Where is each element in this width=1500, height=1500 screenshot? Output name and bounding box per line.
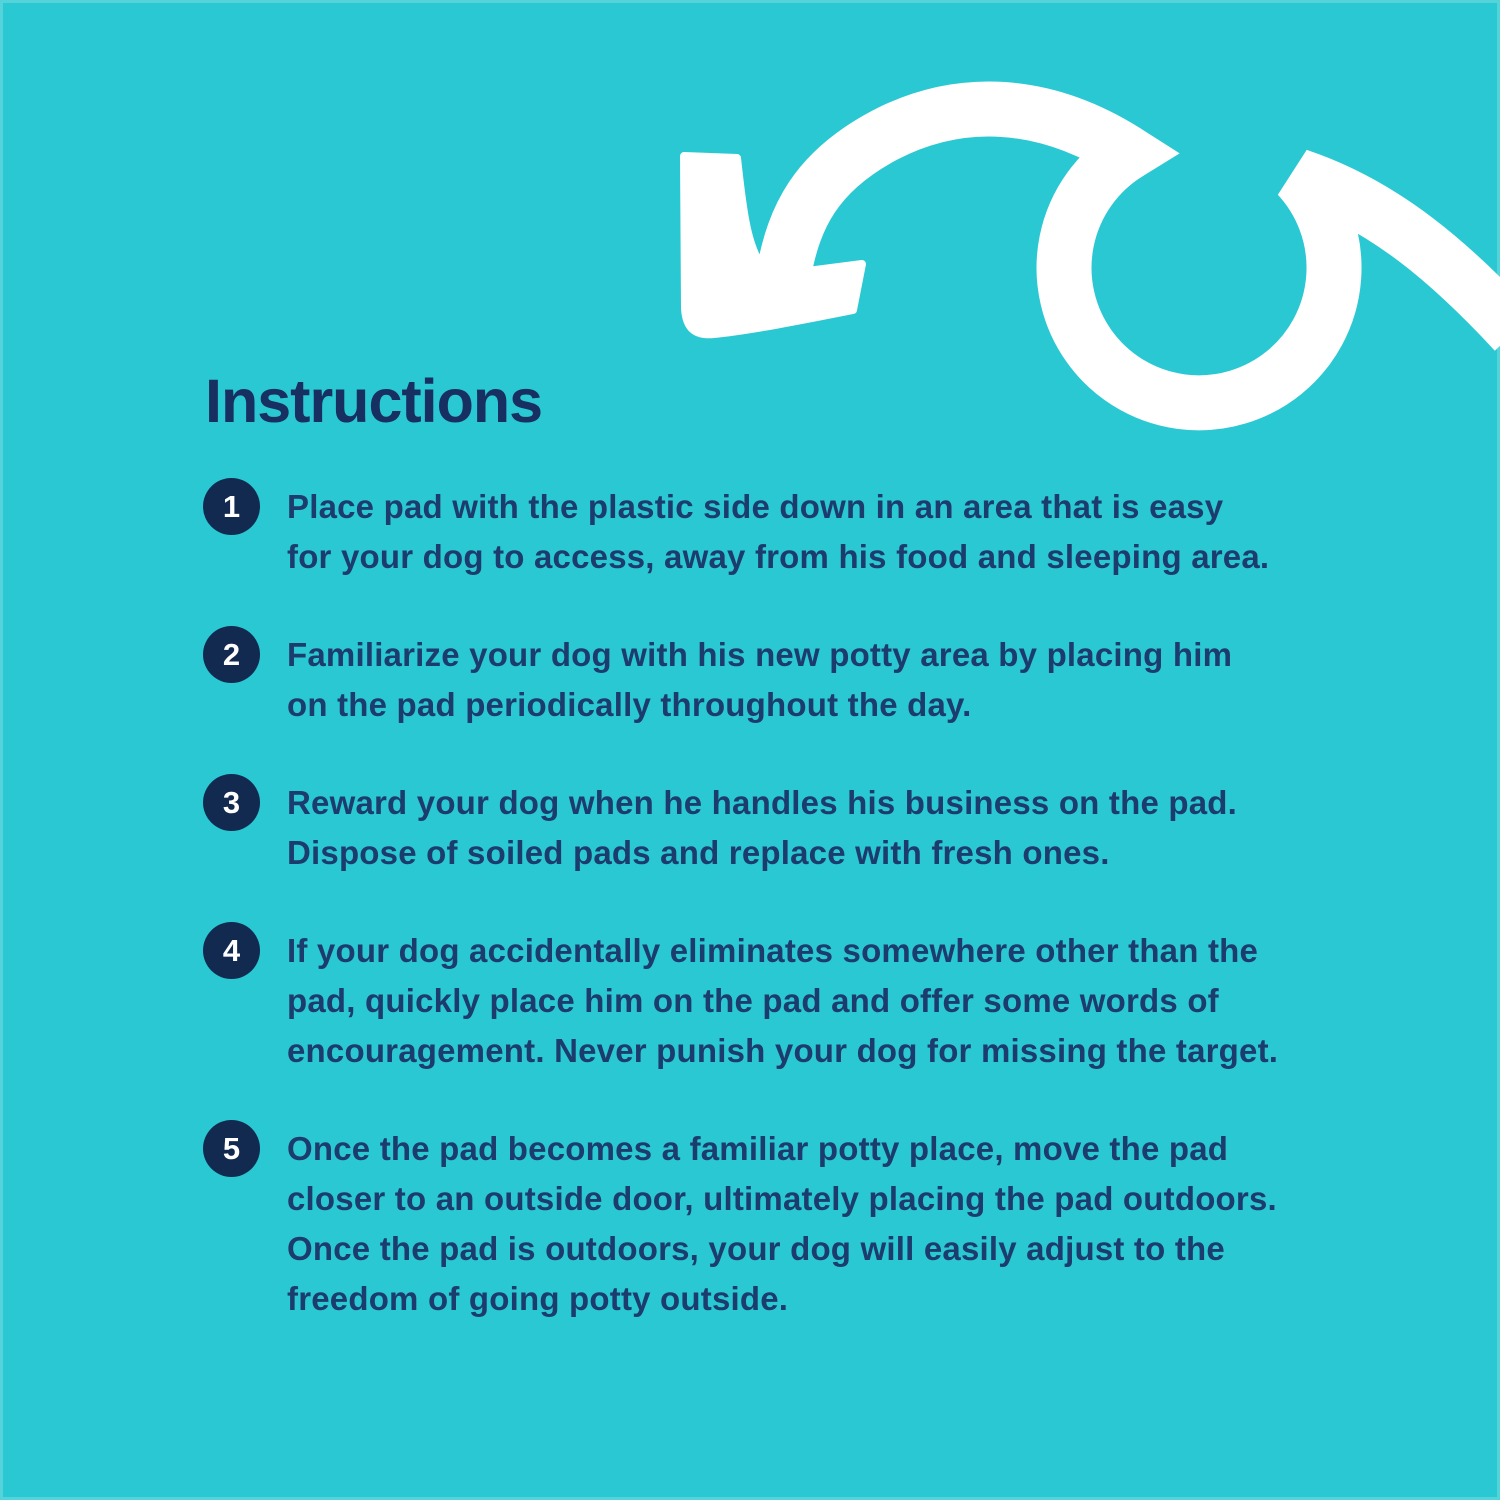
step-number-badge xyxy=(203,774,260,831)
arrow-head xyxy=(684,156,862,334)
step-number-badge xyxy=(203,922,260,979)
instruction-step xyxy=(203,630,1278,730)
step-text-line: Familiarize your dog with his new potty area by placing him xyxy=(287,636,1233,673)
step-number: 3 xyxy=(222,784,241,820)
page-title: Instructions xyxy=(205,367,543,435)
instructions-list xyxy=(203,482,1278,1372)
step-text-line: Once the pad becomes a familiar potty place, move the pad xyxy=(287,1130,1229,1167)
step-text xyxy=(287,778,1237,878)
step-text-line: closer to an outside door, ultimately placing the pad outdoors. xyxy=(287,1180,1277,1217)
step-number: 5 xyxy=(222,1130,241,1166)
step-text-line: pad, quickly place him on the pad and offer some words of xyxy=(287,982,1219,1019)
instruction-step xyxy=(203,482,1278,582)
step-text-line: for your dog to access, away from his food and sleeping area. xyxy=(287,538,1270,575)
step-text-line: Reward your dog when he handles his business on the pad. xyxy=(287,784,1238,821)
step-number-badge xyxy=(203,626,260,683)
step-text xyxy=(287,630,1232,730)
instruction-step xyxy=(203,1124,1278,1324)
step-number: 2 xyxy=(222,636,241,672)
step-text-line: freedom of going potty outside. xyxy=(287,1280,789,1317)
step-number-badge xyxy=(203,478,260,535)
step-number: 4 xyxy=(222,932,241,968)
instruction-step xyxy=(203,778,1278,878)
step-text-line: encouragement. Never punish your dog for missing the target. xyxy=(287,1032,1279,1069)
step-text xyxy=(287,482,1269,582)
instruction-step xyxy=(203,926,1278,1076)
step-text xyxy=(287,926,1278,1076)
step-number: 1 xyxy=(222,488,241,524)
step-text-line: Once the pad is outdoors, your dog will easily adjust to the xyxy=(287,1230,1225,1267)
step-text-line: Dispose of soiled pads and replace with fresh ones. xyxy=(287,834,1110,871)
arrow-curl-stroke xyxy=(784,109,1500,403)
step-text-line: If your dog accidentally eliminates somewhere other than the xyxy=(287,932,1259,969)
step-number-badge xyxy=(203,1120,260,1177)
step-text-line: on the pad periodically throughout the day. xyxy=(287,686,972,723)
step-text xyxy=(287,1124,1277,1324)
step-text-line: Place pad with the plastic side down in an area that is easy xyxy=(287,488,1224,525)
